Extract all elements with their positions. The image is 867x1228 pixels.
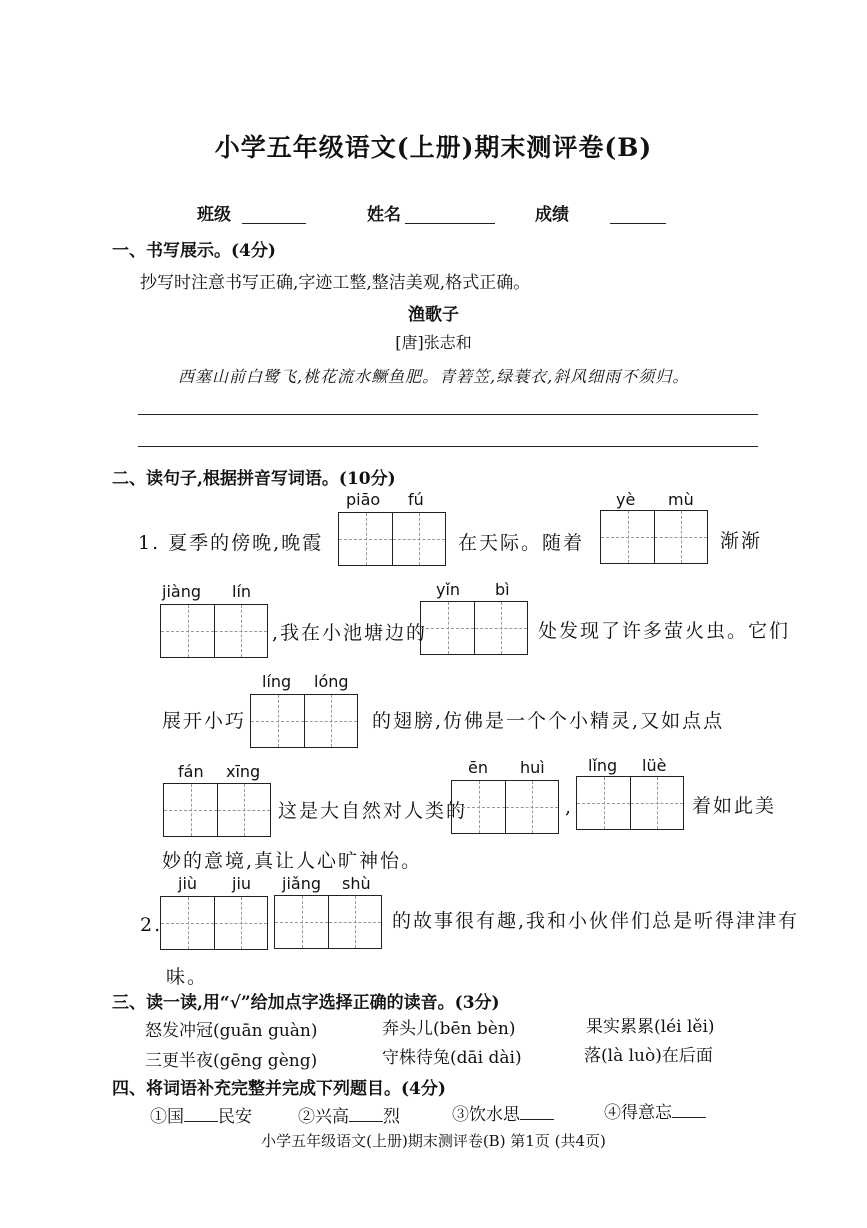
poem-author: [唐]张志和 <box>395 333 472 352</box>
poem-text: 西塞山前白鹭飞,桃花流水鳜鱼肥。青箬笠,绿蓑衣,斜风细雨不须归。 <box>178 367 690 386</box>
pinyin-label: lóng <box>314 672 349 691</box>
section3-heading: 三、读一读,用“√”给加点字选择正确的读音。(3分) <box>112 993 500 1013</box>
pinyin-label: piāo <box>346 490 381 509</box>
tianzige-jiangshu[interactable] <box>274 895 382 949</box>
page-footer: 小学五年级语文(上册)期末测评卷(B) 第1页 (共4页) <box>261 1132 606 1150</box>
idiom-prefix: ④得意忘 <box>604 1103 672 1123</box>
pinyin-label: jiǎng <box>282 874 321 893</box>
section1-instruction: 抄写时注意书写正确,字迹工整,整洁美观,格式正确。 <box>140 273 531 293</box>
idiom-item[interactable] <box>452 1100 554 1125</box>
sentence-text: 2. <box>140 914 163 936</box>
name-field[interactable] <box>405 203 495 224</box>
writing-line-2[interactable] <box>138 446 758 447</box>
idiom-prefix: ②兴高 <box>298 1107 349 1127</box>
idiom-prefix: ③饮水思 <box>452 1105 520 1125</box>
sentence-text: 这是大自然对人类的 <box>278 800 468 822</box>
sentence-text: 的翅膀,仿佛是一个个小精灵,又如点点 <box>372 710 725 732</box>
tianzige-yinbi[interactable] <box>420 601 528 655</box>
pinyin-label: fú <box>408 490 424 509</box>
section1-heading: 一、书写展示。(4分) <box>112 241 276 261</box>
tianzige-jianglin[interactable] <box>160 604 268 658</box>
pinyin-label: lüè <box>642 756 667 775</box>
pinyin-label: fán <box>178 762 204 781</box>
idiom-item[interactable] <box>604 1098 706 1123</box>
pinyin-label: jiàng <box>162 582 201 601</box>
sentence-text: 味。 <box>166 966 209 988</box>
class-label: 班级 <box>197 205 231 225</box>
pinyin-label: jiù <box>178 874 198 893</box>
score-field[interactable] <box>610 203 666 224</box>
pinyin-label: shù <box>342 874 371 893</box>
tianzige-jiujiu[interactable] <box>160 896 268 950</box>
idiom-suffix: 民安 <box>218 1107 252 1127</box>
poem-title: 渔歌子 <box>408 305 459 325</box>
idiom-item[interactable] <box>150 1102 252 1127</box>
reading-item[interactable]: 三更半夜(gēng gèng) <box>145 1051 318 1071</box>
idiom-blank[interactable] <box>672 1101 706 1118</box>
sentence-text: 着如此美 <box>692 795 777 817</box>
pinyin-label: lín <box>232 582 252 601</box>
sentence-text: 处发现了许多萤火虫。它们 <box>538 620 791 642</box>
tianzige-fanxing[interactable] <box>163 783 271 837</box>
tianzige-linglong[interactable] <box>250 694 358 748</box>
sentence-text: , <box>565 796 574 818</box>
reading-item[interactable]: 守株待兔(dāi dài) <box>382 1048 522 1068</box>
pinyin-label: xīng <box>226 762 261 781</box>
page-title: 小学五年级语文(上册)期末测评卷(B) <box>214 133 653 162</box>
sentence-text: 渐渐 <box>720 530 763 552</box>
pinyin-label: ēn <box>468 758 488 777</box>
idiom-blank[interactable] <box>349 1105 383 1122</box>
sentence-text: 展开小巧 <box>162 710 247 732</box>
writing-line-1[interactable] <box>138 414 758 415</box>
idiom-prefix: ①国 <box>150 1107 184 1127</box>
tianzige-piaofu[interactable] <box>338 512 446 566</box>
pinyin-label: bì <box>495 580 510 599</box>
tianzige-yemu[interactable] <box>600 510 708 564</box>
name-label: 姓名 <box>367 205 401 225</box>
reading-item[interactable]: 果实累累(léi lěi) <box>586 1017 715 1037</box>
pinyin-label: jiu <box>232 874 252 893</box>
pinyin-label: lǐng <box>588 756 618 775</box>
sentence-text: 妙的意境,真让人心旷神怡。 <box>162 850 423 872</box>
pinyin-label: líng <box>262 672 292 691</box>
reading-item[interactable]: 落(là luò)在后面 <box>584 1046 713 1066</box>
reading-item[interactable]: 怒发冲冠(guān guàn) <box>145 1021 318 1041</box>
pinyin-label: yǐn <box>436 580 461 599</box>
pinyin-label: mù <box>668 490 694 509</box>
idiom-blank[interactable] <box>520 1103 554 1120</box>
pinyin-label: yè <box>616 490 636 509</box>
sentence-text: 的故事很有趣,我和小伙伴们总是听得津津有 <box>392 910 800 932</box>
idiom-blank[interactable] <box>184 1105 218 1122</box>
score-label: 成绩 <box>535 205 569 225</box>
reading-item[interactable]: 奔头儿(bēn bèn) <box>382 1019 516 1039</box>
tianzige-linglue[interactable] <box>576 776 684 830</box>
sentence-text: ,我在小池塘边的 <box>272 622 428 644</box>
sentence-text: 在天际。随着 <box>458 532 585 554</box>
tianzige-enhui[interactable] <box>451 780 559 834</box>
pinyin-label: huì <box>520 758 545 777</box>
class-field[interactable] <box>242 203 306 224</box>
sentence-text: 1. 夏季的傍晚,晚霞 <box>138 532 324 554</box>
idiom-suffix: 烈 <box>383 1107 400 1127</box>
section2-heading: 二、读句子,根据拼音写词语。(10分) <box>112 469 396 489</box>
section4-heading: 四、将词语补充完整并完成下列题目。(4分) <box>112 1079 446 1099</box>
idiom-item[interactable] <box>298 1102 400 1127</box>
